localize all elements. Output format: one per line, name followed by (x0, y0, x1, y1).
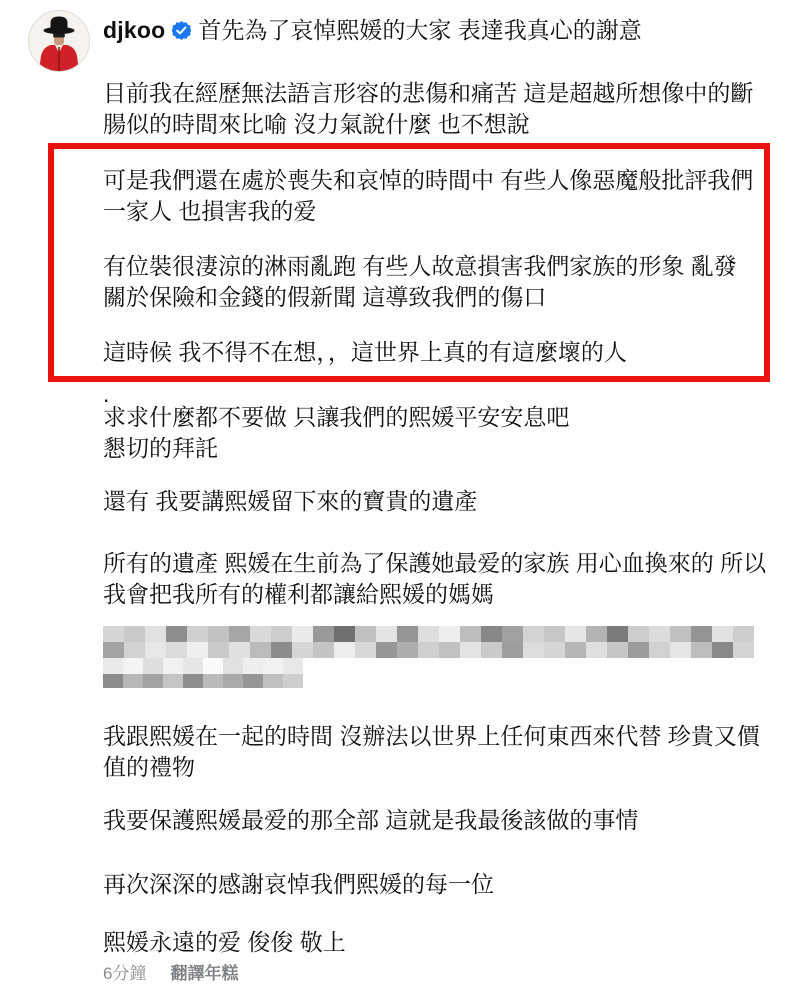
mosaic-cell (163, 674, 183, 688)
mosaic-cell (313, 642, 334, 658)
mosaic-cell (418, 626, 439, 642)
post-footer (103, 963, 770, 985)
mosaic-cell (439, 642, 460, 658)
mosaic-cell (271, 642, 292, 658)
mosaic-cell (163, 658, 183, 674)
mosaic-cell (397, 626, 418, 642)
mosaic-cell (313, 626, 334, 642)
mosaic-cell (355, 626, 376, 642)
avatar-image (29, 11, 89, 71)
highlighted-paragraph: 可是我們還在處於喪失和哀悼的時間中 有些人像惡魔般批評我們一家人 也損害我的爱 (103, 167, 754, 224)
mosaic-row (103, 674, 770, 688)
mosaic-cell (733, 642, 754, 658)
mosaic-cell (607, 642, 628, 658)
post-paragraph: 熙媛永遠的爱 俊俊 敬上 (103, 929, 346, 955)
mosaic-cell (208, 642, 229, 658)
mosaic-cell (271, 626, 292, 642)
mosaic-cell (229, 642, 250, 658)
mosaic-cell (292, 626, 313, 642)
mosaic-cell (183, 658, 203, 674)
mosaic-cell (124, 626, 145, 642)
mosaic-cell (376, 626, 397, 642)
mosaic-cell (628, 642, 649, 658)
mosaic-cell (649, 642, 670, 658)
mosaic-cell (355, 642, 376, 658)
mosaic-cell (460, 642, 481, 658)
post-headline: 首先為了哀悼熙媛的大家 表達我真心的謝意 (198, 17, 642, 43)
translate-button[interactable]: 翻譯年糕 (170, 964, 239, 983)
mosaic-cell (334, 626, 355, 642)
mosaic-cell (123, 674, 143, 688)
mosaic-cell (103, 626, 124, 642)
mosaic-cell (103, 674, 123, 688)
mosaic-cell (523, 626, 544, 642)
mosaic-cell (691, 626, 712, 642)
post-paragraph: 我要保護熙媛最爱的那全部 這就是我最後該做的事情 (103, 807, 639, 833)
mosaic-cell (397, 642, 418, 658)
highlighted-paragraph: 有位裝很淒涼的淋雨亂跑 有些人故意損害我們家族的形象 亂發關於保險和金錢的假新聞 這導致我們的傷口 (103, 253, 737, 310)
post-paragraph: 再次深深的感謝哀悼我們熙媛的每一位 (103, 871, 494, 897)
highlighted-paragraph: 這時候 我不得不在想，，這世界上真的有這麼壞的人 (103, 339, 627, 365)
mosaic-cell (223, 674, 243, 688)
timestamp-link[interactable]: 6分鐘 (103, 964, 147, 983)
mosaic-cell (544, 642, 565, 658)
mosaic-cell (460, 626, 481, 642)
mosaic-cell (544, 626, 565, 642)
mosaic-cell (481, 626, 502, 642)
mosaic-cell (187, 642, 208, 658)
redacted-image (103, 626, 770, 688)
mosaic-cell (243, 658, 263, 674)
post-paragraph: 目前我在經歷無法語言形容的悲傷和痛苦 這是超越所想像中的斷腸似的時間來比喻 沒力氣說什麼 也不想說 (103, 80, 754, 137)
mosaic-cell (565, 626, 586, 642)
mosaic-cell (203, 658, 223, 674)
mosaic-cell (712, 626, 733, 642)
post-paragraph: 所有的遺產 熙媛在生前為了保護她最爱的家族 用心血換來的 所以我會把我所有的權利都讓給熙媛的媽媽 (103, 550, 767, 607)
post-paragraph: 我跟熙媛在一起的時間 沒辦法以世界上任何東西來代替 珍貴又價值的禮物 (103, 723, 760, 780)
mosaic-cell (502, 642, 523, 658)
mosaic-cell (229, 626, 250, 642)
mosaic-cell (565, 642, 586, 658)
mosaic-cell (124, 642, 145, 658)
post-body (103, 14, 770, 985)
mosaic-cell (187, 626, 208, 642)
mosaic-cell (733, 626, 754, 642)
mosaic-cell (670, 626, 691, 642)
dot-line: . (103, 381, 110, 407)
mosaic-cell (418, 642, 439, 658)
mosaic-cell (243, 674, 263, 688)
mosaic-cell (143, 674, 163, 688)
mosaic-cell (223, 658, 243, 674)
mosaic-cell (103, 658, 123, 674)
mosaic-cell (712, 642, 733, 658)
mosaic-row (103, 658, 770, 674)
mosaic-row (103, 626, 770, 642)
post-paragraph: 還有 我要講熙媛留下來的寶貴的遺產 (103, 488, 478, 514)
mosaic-cell (203, 674, 223, 688)
mosaic-cell (145, 642, 166, 658)
mosaic-cell (283, 658, 303, 674)
red-highlight-box (48, 143, 770, 382)
mosaic-cell (523, 642, 544, 658)
mosaic-cell (123, 658, 143, 674)
mosaic-cell (292, 642, 313, 658)
mosaic-cell (103, 642, 124, 658)
username-link[interactable]: djkoo (103, 17, 166, 43)
mosaic-cell (586, 626, 607, 642)
mosaic-cell (166, 642, 187, 658)
mosaic-cell (607, 626, 628, 642)
post-header (103, 14, 770, 49)
mosaic-cell (670, 642, 691, 658)
mosaic-cell (263, 674, 283, 688)
mosaic-cell (376, 642, 397, 658)
post-paragraph (103, 402, 770, 464)
mosaic-cell (145, 626, 166, 642)
mosaic-cell (208, 626, 229, 642)
plea-line-1: 求求什麼都不要做 只讓我們的熙媛平安安息吧 (103, 404, 570, 430)
mosaic-cell (691, 642, 712, 658)
mosaic-cell (586, 642, 607, 658)
mosaic-cell (439, 626, 460, 642)
mosaic-cell (263, 658, 283, 674)
mosaic-cell (481, 642, 502, 658)
mosaic-cell (250, 642, 271, 658)
avatar[interactable] (28, 10, 90, 72)
mosaic-cell (502, 626, 523, 642)
plea-line-2: 懇切的拜託 (103, 435, 218, 461)
mosaic-cell (334, 642, 355, 658)
mosaic-cell (183, 674, 203, 688)
mosaic-cell (649, 626, 670, 642)
mosaic-cell (166, 626, 187, 642)
mosaic-cell (250, 626, 271, 642)
mosaic-row (103, 642, 770, 658)
verified-badge-icon (172, 16, 191, 49)
mosaic-cell (628, 626, 649, 642)
mosaic-cell (143, 658, 163, 674)
mosaic-cell (283, 674, 303, 688)
